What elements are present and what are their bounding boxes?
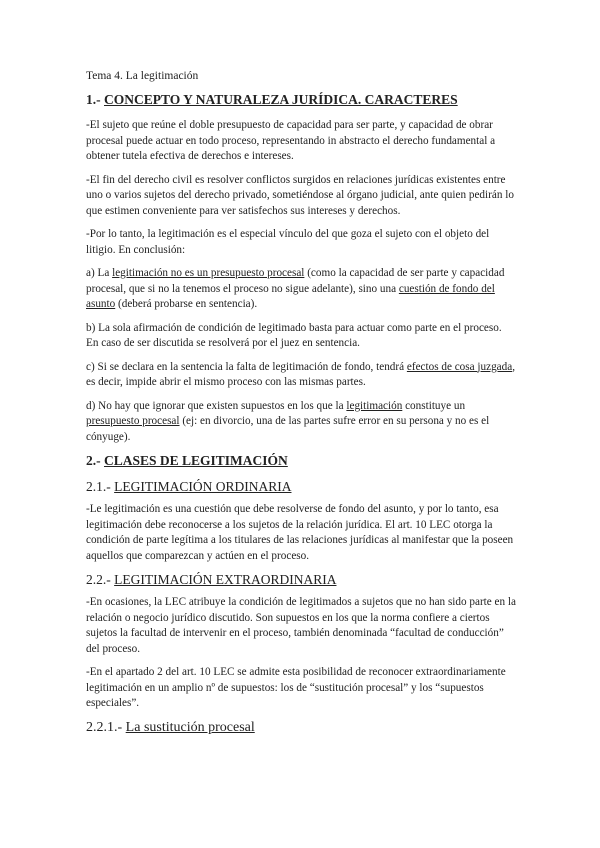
section-1-paragraph-3: -Por lo tanto, la legitimación es el especial vínculo del que goza el sujeto con el objeto del litigio. En conclusión: bbox=[86, 228, 490, 256]
point-b-paragraph: b) La sola afirmación de condición de legitimado basta para actuar como parte en el proceso. En caso de ser discutida se resolverá por el juez en sentencia. bbox=[86, 321, 502, 349]
point-a-paragraph bbox=[86, 266, 516, 313]
subsection-2-1-number: 2.1.- bbox=[86, 479, 111, 494]
section-1-paragraph-1: -El sujeto que reúne el doble presupuesto de capacidad para ser parte, y capacidad de obrar procesal puede actuar en todo proceso, representando in abstracto el derecho fundamental a obtener tutela efectiva de derechos e intereses. bbox=[86, 119, 496, 162]
point-a-text-1: a) La bbox=[86, 267, 113, 279]
point-d-text-1: d) No hay que ignorar que existen supuestos en los que la bbox=[86, 399, 347, 412]
subsection-2-2-paragraph-2: -En el apartado 2 del art. 10 LEC se admite esta posibilidad de reconocer extraordinariamente legitimación en un amplio nº de supuestos: los de “sustitución procesal” y los “supuestos especiales”. bbox=[86, 666, 506, 709]
point-a-text-3: (deberá probarse en sentencia). bbox=[115, 298, 258, 310]
section-1-paragraph-2: -El fin del derecho civil es resolver conflictos surgidos en relaciones jurídicas existentes entre uno o varios sujetos del derecho privado, sometiéndose al órgano judicial, ante quien pedirán lo que estimen conveniente para ver satisfechos sus intereses y derechos. bbox=[86, 173, 514, 217]
section-2-number: 2.- bbox=[86, 453, 101, 468]
subsection-2-2-heading bbox=[86, 572, 516, 588]
subsection-2-2-number: 2.2.- bbox=[86, 572, 111, 587]
point-a-text-2: (como la capacidad de ser parte y capacidad procesal, que si no la tenemos el proceso no sigue adelante), sino una bbox=[86, 267, 505, 295]
section-2-title: CLASES DE LEGITIMACIÓN bbox=[104, 453, 288, 468]
section-1-heading bbox=[86, 92, 516, 108]
point-d-underlined-2: presupuesto procesal bbox=[86, 415, 180, 427]
subsection-2-2-title: LEGITIMACIÓN EXTRAORDINARIA bbox=[114, 572, 337, 587]
subsection-2-1-heading bbox=[86, 479, 516, 495]
point-d-text-3: (ej: en divorcio, una de las partes sufre error en su persona y no es el cónyuge). bbox=[86, 415, 490, 443]
subsection-2-2-1-title: La sustitución procesal bbox=[125, 719, 255, 735]
subsection-2-1-paragraph-1: -Le legitimación es una cuestión que debe resolverse de fondo del asunto, y por lo tanto, esa legitimación debe reconocerse a los sujetos de la relación jurídica. El art. 10 LEC otorga la condición de parte legítima a los titulares de las relaciones jurídicas al manifestar que la poseen aquellos que comparezcan y actúen en el proceso. bbox=[86, 503, 514, 562]
point-d-text-2: constituye un bbox=[402, 399, 466, 412]
section-1-number: 1.- bbox=[86, 92, 101, 107]
section-2-heading bbox=[86, 453, 516, 469]
point-d-underlined-1: legitimación bbox=[346, 399, 403, 412]
point-d-paragraph bbox=[86, 399, 516, 446]
document-title: Tema 4. La legitimación bbox=[86, 70, 199, 82]
subsection-2-2-1-heading bbox=[86, 720, 516, 736]
point-c-text-1: c) Si se declara en la sentencia la falta de legitimación de fondo, tendrá bbox=[86, 360, 407, 373]
point-a-underlined-1: legitimación no es un presupuesto procesal bbox=[112, 267, 305, 279]
point-a-underlined-2: cuestión de fondo del asunto bbox=[86, 282, 495, 310]
point-c-text-2: , es decir, impide abrir el mismo proceso con las mismas partes. bbox=[86, 360, 515, 388]
subsection-2-1-title: LEGITIMACIÓN ORDINARIA bbox=[114, 479, 292, 494]
section-1-title: CONCEPTO Y NATURALEZA JURÍDICA. CARACTERES bbox=[104, 92, 458, 107]
subsection-2-2-1-number: 2.2.1.- bbox=[86, 719, 123, 735]
point-c-paragraph bbox=[86, 360, 516, 391]
point-c-underlined-1: efectos de cosa juzgada bbox=[406, 360, 513, 373]
subsection-2-2-paragraph-1: -En ocasiones, la LEC atribuye la condición de legitimados a sujetos que no han sido parte en la relación o negocio jurídico discutido. Son supuestos en los que la norma confiere a ciertos sujetos la facultad de intervenir en el proceso, también denominada “facultad de conducción” del proceso. bbox=[86, 596, 516, 655]
